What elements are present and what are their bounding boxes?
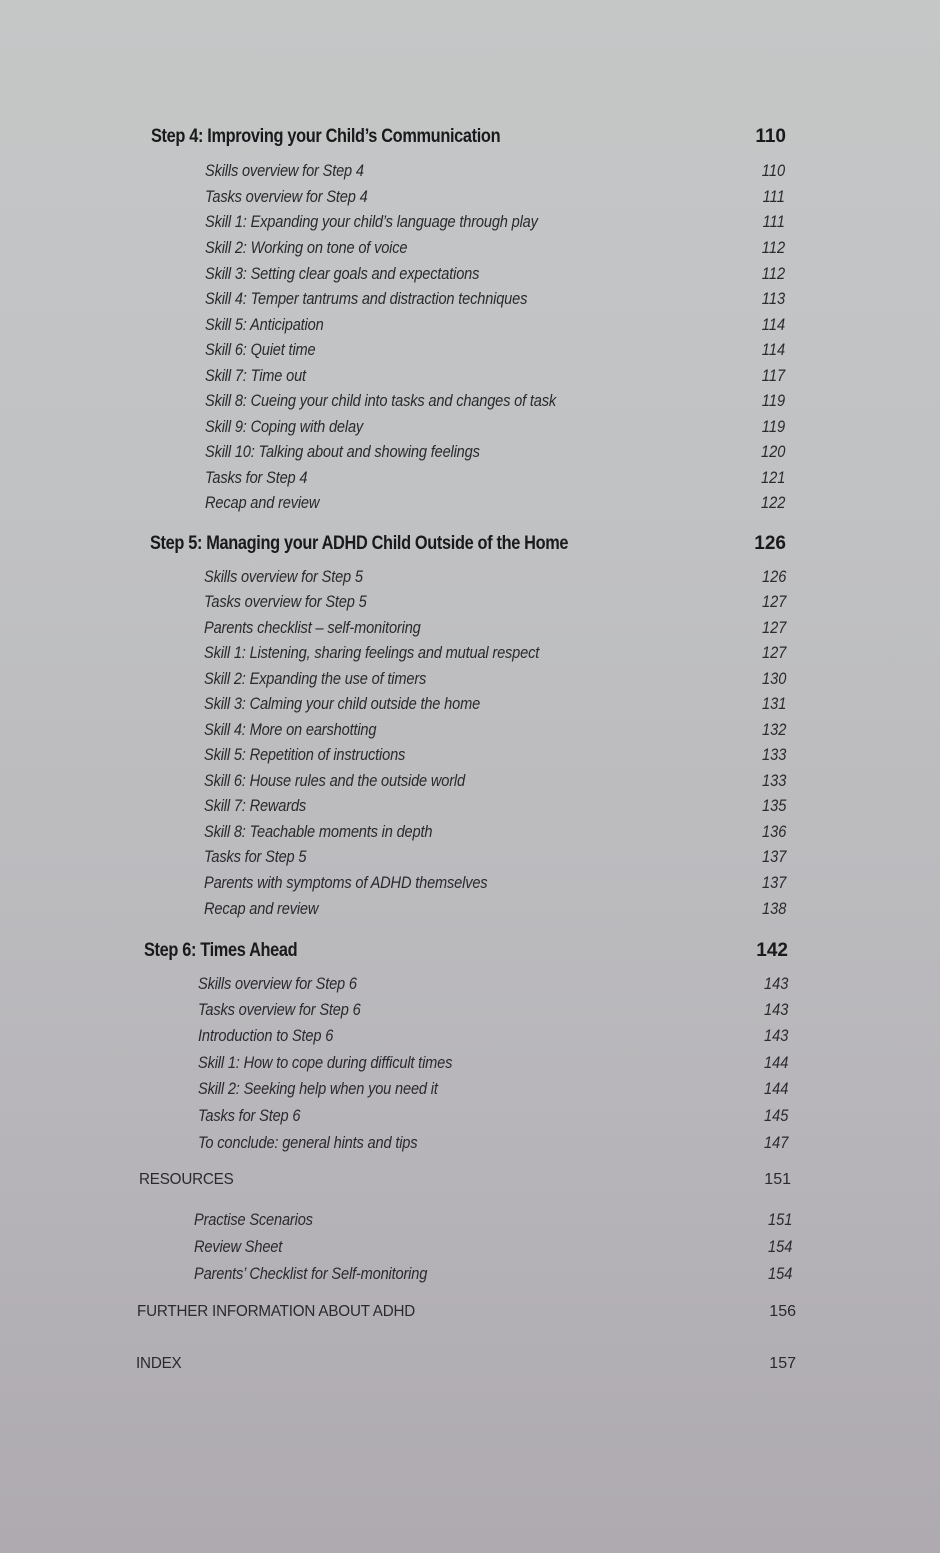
entry-title: Skill 1: Expanding your child’s language through play: [205, 212, 538, 231]
entry-title: Skill 8: Teachable moments in depth: [204, 822, 433, 841]
toc-entry: [198, 974, 788, 994]
entry-title: Tasks for Step 6: [198, 1106, 301, 1125]
entry-page-number: 127: [761, 618, 786, 637]
entry-title: Skill 7: Rewards: [204, 796, 307, 815]
entry-title: Skill 6: House rules and the outside world: [204, 771, 465, 790]
entry-page-number: 138: [761, 899, 786, 918]
entry-page-number: 120: [760, 442, 785, 461]
entry-page-number: 132: [761, 720, 786, 739]
toc-entry: [204, 567, 786, 587]
entry-page-number: 122: [760, 493, 785, 512]
entry-page-number: 143: [763, 1026, 788, 1045]
section-page-number: 156: [769, 1303, 796, 1320]
entry-page-number: 151: [767, 1210, 792, 1229]
toc-entry: [204, 618, 786, 638]
toc-entry: [198, 1079, 788, 1099]
entry-title: Tasks for Step 4: [205, 468, 308, 487]
entry-title: Skill 3: Setting clear goals and expectations: [205, 264, 480, 283]
entry-page-number: 110: [761, 161, 785, 180]
section-page-number: 157: [769, 1355, 796, 1372]
toc-entry: [198, 1026, 788, 1046]
entry-page-number: 147: [763, 1133, 788, 1152]
entry-title: Skill 10: Talking about and showing feelings: [205, 442, 480, 461]
toc-step-heading: [150, 533, 786, 555]
entry-page-number: 119: [761, 391, 785, 410]
entry-title: Skill 4: More on earshotting: [204, 720, 377, 739]
entry-page-number: 114: [761, 340, 785, 359]
entry-title: Practise Scenarios: [194, 1210, 313, 1229]
toc-section-further-info: [137, 1303, 796, 1321]
toc-entry: [205, 238, 785, 258]
entry-title: Tasks overview for Step 4: [205, 187, 368, 206]
entry-title: Tasks overview for Step 6: [198, 1000, 361, 1019]
step-page-number: 142: [756, 940, 788, 961]
entry-page-number: 133: [761, 745, 786, 764]
section-title: INDEX: [136, 1355, 182, 1372]
toc-entry: [204, 592, 786, 612]
entry-title: Skill 8: Cueing your child into tasks and changes of task: [205, 391, 557, 410]
entry-page-number: 144: [763, 1053, 788, 1072]
step-page-number: 126: [754, 533, 786, 554]
entry-page-number: 111: [762, 187, 785, 206]
toc-entry: [198, 1053, 788, 1073]
entry-page-number: 154: [767, 1264, 792, 1283]
entry-title: Skill 5: Anticipation: [205, 315, 324, 334]
entry-page-number: 136: [761, 822, 786, 841]
toc-entry: [204, 873, 786, 893]
entry-page-number: 112: [761, 238, 785, 257]
toc-entry: [205, 289, 785, 309]
entry-title: Skill 5: Repetition of instructions: [204, 745, 406, 764]
toc-entry: [204, 669, 786, 689]
toc-entry: [205, 442, 785, 462]
toc-step-heading: [144, 940, 788, 962]
entry-title: Skill 3: Calming your child outside the home: [204, 694, 481, 713]
toc-entry: [204, 899, 786, 919]
entry-page-number: 145: [763, 1106, 788, 1125]
entry-page-number: 143: [763, 1000, 788, 1019]
toc-entry: [205, 161, 785, 181]
toc-entry: [198, 1133, 788, 1153]
toc-entry: [194, 1264, 792, 1284]
toc-entry: [205, 315, 785, 335]
section-page-number: 151: [764, 1171, 791, 1188]
entry-page-number: 119: [761, 417, 785, 436]
toc-entry: [205, 391, 785, 411]
entry-page-number: 135: [761, 796, 786, 815]
entry-page-number: 131: [761, 694, 786, 713]
toc-entry: [204, 796, 786, 816]
entry-title: Skill 4: Temper tantrums and distraction techniques: [205, 289, 528, 308]
entry-title: Introduction to Step 6: [198, 1026, 334, 1045]
toc-section-index: [136, 1355, 796, 1373]
toc-entry: [205, 493, 785, 513]
entry-title: To conclude: general hints and tips: [198, 1133, 418, 1152]
entry-title: Skills overview for Step 6: [198, 974, 357, 993]
step-title: Step 5: Managing your ADHD Child Outside of the Home: [150, 533, 569, 554]
toc-entry: [205, 366, 785, 386]
section-title: RESOURCES: [139, 1171, 234, 1188]
toc-entry: [204, 694, 786, 714]
toc-entry: [194, 1210, 792, 1230]
toc-entry: [204, 847, 786, 867]
entry-title: Tasks for Step 5: [204, 847, 307, 866]
toc-entry: [205, 264, 785, 284]
entry-page-number: 113: [761, 289, 785, 308]
step-title: Step 6: Times Ahead: [144, 940, 298, 961]
entry-title: Skill 2: Working on tone of voice: [205, 238, 408, 257]
entry-page-number: 143: [763, 974, 788, 993]
entry-title: Skill 1: Listening, sharing feelings and mutual respect: [204, 643, 540, 662]
toc-section-resources: [139, 1171, 791, 1189]
step-page-number: 110: [755, 126, 786, 147]
toc-entry: [205, 187, 785, 207]
entry-title: Recap and review: [204, 899, 319, 918]
entry-title: Skill 7: Time out: [205, 366, 306, 385]
toc-entry: [204, 822, 786, 842]
entry-page-number: 121: [760, 468, 785, 487]
toc-entry: [205, 417, 785, 437]
toc-entry: [194, 1237, 792, 1257]
entry-page-number: 130: [761, 669, 786, 688]
entry-page-number: 137: [761, 847, 786, 866]
entry-page-number: 117: [761, 366, 785, 385]
entry-title: Tasks overview for Step 5: [204, 592, 367, 611]
entry-page-number: 127: [761, 592, 786, 611]
toc-entry: [205, 468, 785, 488]
toc-entry: [204, 720, 786, 740]
toc-entry: [198, 1106, 788, 1126]
entry-page-number: 126: [761, 567, 786, 586]
entry-title: Skills overview for Step 5: [204, 567, 363, 586]
entry-title: Recap and review: [205, 493, 320, 512]
entry-title: Skill 2: Seeking help when you need it: [198, 1079, 438, 1098]
entry-page-number: 112: [761, 264, 785, 283]
entry-title: Parents with symptoms of ADHD themselves: [204, 873, 488, 892]
entry-title: Parents’ Checklist for Self-monitoring: [194, 1264, 428, 1283]
entry-page-number: 114: [761, 315, 785, 334]
toc-entry: [204, 771, 786, 791]
entry-page-number: 137: [761, 873, 786, 892]
entry-title: Parents checklist – self-monitoring: [204, 618, 421, 637]
entry-page-number: 154: [767, 1237, 792, 1256]
entry-title: Skill 1: How to cope during difficult times: [198, 1053, 453, 1072]
toc-entry: [205, 212, 785, 232]
entry-title: Skill 2: Expanding the use of timers: [204, 669, 427, 688]
toc-entry: [204, 643, 786, 663]
entry-title: Skill 6: Quiet time: [205, 340, 316, 359]
toc-entry: [205, 340, 785, 360]
entry-page-number: 111: [762, 212, 785, 231]
entry-title: Skill 9: Coping with delay: [205, 417, 364, 436]
toc-step-heading: [151, 126, 786, 148]
step-title: Step 4: Improving your Child’s Communication: [151, 126, 501, 147]
entry-page-number: 133: [761, 771, 786, 790]
entry-title: Review Sheet: [194, 1237, 283, 1256]
toc-entry: [198, 1000, 788, 1020]
section-title: FURTHER INFORMATION ABOUT ADHD: [137, 1303, 416, 1320]
toc-entry: [204, 745, 786, 765]
entry-title: Skills overview for Step 4: [205, 161, 364, 180]
entry-page-number: 127: [761, 643, 786, 662]
entry-page-number: 144: [763, 1079, 788, 1098]
